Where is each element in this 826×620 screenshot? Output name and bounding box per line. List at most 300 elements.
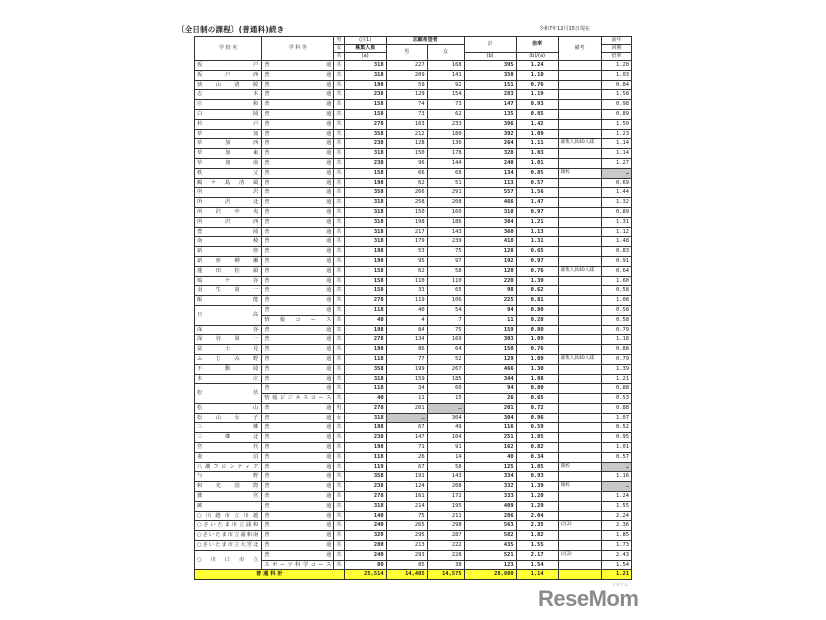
school-name: 新座柳瀬 bbox=[195, 256, 262, 266]
female-applicants: 64 bbox=[427, 345, 464, 355]
prev-ratio: 1.32 bbox=[602, 198, 632, 208]
ratio: 1.47 bbox=[516, 198, 558, 208]
prev-row bbox=[602, 315, 632, 325]
male-applicants: 293 bbox=[386, 550, 427, 560]
remarks: 開校 bbox=[558, 462, 601, 472]
table-row bbox=[195, 139, 602, 149]
male-applicants: 124 bbox=[386, 482, 427, 492]
prev-row bbox=[602, 129, 632, 139]
prev-ratio: … bbox=[602, 482, 632, 492]
female-applicants: 91 bbox=[427, 443, 464, 453]
quota: 198 bbox=[344, 325, 386, 335]
table-row bbox=[195, 423, 602, 433]
prev-ratio: 1.20 bbox=[602, 61, 632, 71]
school-name: 所沢 bbox=[195, 188, 262, 198]
prev-row bbox=[602, 198, 632, 208]
ratio: 1.39 bbox=[516, 276, 558, 286]
quota: 278 bbox=[344, 296, 386, 306]
total-total: 28,980 bbox=[464, 570, 516, 580]
prev-row bbox=[602, 423, 632, 433]
male-applicants: 161 bbox=[386, 492, 427, 502]
school-name: ○さいたま市立大宮北 bbox=[195, 541, 262, 551]
total-applicants: 116 bbox=[464, 423, 516, 433]
ratio: 1.20 bbox=[516, 492, 558, 502]
school-name: 坂戸 bbox=[195, 61, 262, 71]
quota: 278 bbox=[344, 335, 386, 345]
remarks bbox=[558, 384, 601, 394]
female-applicants: 62 bbox=[427, 109, 464, 119]
total-applicants: 557 bbox=[464, 188, 516, 198]
ratio: 0.65 bbox=[516, 394, 558, 404]
prev-ratio: 0.69 bbox=[602, 178, 632, 188]
male-applicants: 265 bbox=[386, 521, 427, 531]
total-applicants: 201 bbox=[464, 403, 516, 413]
male-applicants: 96 bbox=[386, 158, 427, 168]
female-applicants: 211 bbox=[427, 511, 464, 521]
male-applicants: 62 bbox=[386, 266, 427, 276]
remarks bbox=[558, 541, 601, 551]
ratio: 0.62 bbox=[516, 286, 558, 296]
school-name: 飯能 bbox=[195, 296, 262, 306]
remarks bbox=[558, 452, 601, 462]
prev-ratio: 2.24 bbox=[602, 511, 632, 521]
table-row bbox=[195, 305, 602, 315]
table-row bbox=[195, 227, 602, 237]
gender: 共 bbox=[334, 119, 344, 129]
department: 普通 bbox=[262, 482, 334, 492]
quota: 318 bbox=[344, 207, 386, 217]
prev-ratio: 1.73 bbox=[602, 541, 632, 551]
remarks bbox=[558, 61, 601, 71]
prev-row bbox=[602, 492, 632, 502]
male-applicants: 11 bbox=[386, 394, 427, 404]
remarks bbox=[558, 119, 601, 129]
department: 普通 bbox=[262, 443, 334, 453]
total-applicants: 392 bbox=[464, 129, 516, 139]
prev-ratio: 1.50 bbox=[602, 119, 632, 129]
female-applicants: 52 bbox=[427, 354, 464, 364]
department: 普通 bbox=[262, 521, 334, 531]
department: 普通 bbox=[262, 247, 334, 257]
gender: 共 bbox=[334, 501, 344, 511]
remarks bbox=[558, 237, 601, 247]
gender: 共 bbox=[334, 541, 344, 551]
prev-ratio: 1.21 bbox=[602, 374, 632, 384]
ratio: 1.29 bbox=[516, 501, 558, 511]
ratio: 0.97 bbox=[516, 256, 558, 266]
prev-row bbox=[602, 227, 632, 237]
female-applicants: 58 bbox=[427, 266, 464, 276]
male-applicants: 217 bbox=[386, 227, 427, 237]
table-header bbox=[195, 37, 602, 61]
ratio: 1.05 bbox=[516, 462, 558, 472]
department: 普通 bbox=[262, 188, 334, 198]
department: 普通 bbox=[262, 227, 334, 237]
school-name: 草加西 bbox=[195, 139, 262, 149]
remarks bbox=[558, 560, 601, 570]
table-row bbox=[195, 472, 602, 482]
table-body bbox=[195, 61, 602, 580]
female-applicants: 180 bbox=[427, 129, 464, 139]
quota: 158 bbox=[344, 100, 386, 110]
prev-row bbox=[602, 354, 632, 364]
quota: 358 bbox=[344, 472, 386, 482]
male-applicants: 74 bbox=[386, 100, 427, 110]
col-quota-note: (注1) bbox=[344, 37, 386, 45]
ratio: 0.28 bbox=[516, 315, 558, 325]
ratio: 1.19 bbox=[516, 90, 558, 100]
department: 普通 bbox=[262, 217, 334, 227]
table-row bbox=[195, 296, 602, 306]
department: 普通 bbox=[262, 149, 334, 159]
prev-ratio: 0.88 bbox=[602, 384, 632, 394]
page-title: 〔全日制の課程〕(普通科)続き bbox=[177, 25, 285, 34]
school-name: 新座 bbox=[195, 247, 262, 257]
female-applicants: 186 bbox=[427, 217, 464, 227]
total-applicants: 251 bbox=[464, 433, 516, 443]
remarks bbox=[558, 325, 601, 335]
department: 普通 bbox=[262, 70, 334, 80]
ratio: 0.80 bbox=[516, 384, 558, 394]
prev-row bbox=[602, 80, 632, 90]
male-applicants: 128 bbox=[386, 139, 427, 149]
ratio: 0.80 bbox=[516, 325, 558, 335]
remarks bbox=[558, 198, 601, 208]
ratio: 0.81 bbox=[516, 296, 558, 306]
male-applicants: 59 bbox=[386, 80, 427, 90]
male-applicants: 201 bbox=[386, 403, 427, 413]
prev-row bbox=[602, 266, 632, 276]
gender: 共 bbox=[334, 276, 344, 286]
table-row bbox=[195, 501, 602, 511]
ratio: 0.59 bbox=[516, 423, 558, 433]
prev-ratio: 0.98 bbox=[602, 100, 632, 110]
ratio: 1.09 bbox=[516, 354, 558, 364]
total-applicants: 563 bbox=[464, 521, 516, 531]
female-applicants: 58 bbox=[427, 462, 464, 472]
female-applicants: 49 bbox=[427, 423, 464, 433]
ratio: 1.03 bbox=[516, 149, 558, 159]
prev-row bbox=[602, 247, 632, 257]
quota: 238 bbox=[344, 482, 386, 492]
male-applicants: 191 bbox=[386, 472, 427, 482]
col-gender-1: 男 bbox=[334, 37, 344, 45]
table-row bbox=[195, 198, 602, 208]
prev-ratio: 1.24 bbox=[602, 492, 632, 502]
gender: 共 bbox=[334, 296, 344, 306]
table-row bbox=[195, 413, 602, 423]
total-ratio: 1.14 bbox=[516, 570, 558, 580]
male-applicants: 258 bbox=[386, 198, 427, 208]
female-applicants: 154 bbox=[427, 90, 464, 100]
table-row bbox=[195, 374, 602, 384]
prev-row bbox=[602, 70, 632, 80]
col-ratio-sub: (b)/(a) bbox=[516, 53, 558, 61]
prev-row bbox=[602, 394, 632, 404]
prev-ratio: 1.55 bbox=[602, 501, 632, 511]
department: 普通 bbox=[262, 90, 334, 100]
table-row bbox=[195, 462, 602, 472]
school-name: 草加南 bbox=[195, 158, 262, 168]
prev-row bbox=[602, 384, 632, 394]
table-row bbox=[195, 119, 602, 129]
remarks bbox=[558, 315, 601, 325]
table-row bbox=[195, 354, 602, 364]
prev-ratio: 0.89 bbox=[602, 109, 632, 119]
prev-ratio: 1.23 bbox=[602, 129, 632, 139]
table-row bbox=[195, 266, 602, 276]
total-applicants: 310 bbox=[464, 207, 516, 217]
female-applicants: 298 bbox=[427, 521, 464, 531]
department: 普通 bbox=[262, 403, 334, 413]
prev-year-body bbox=[602, 61, 632, 580]
quota: 198 bbox=[344, 178, 386, 188]
prev-ratio: 1.18 bbox=[602, 335, 632, 345]
female-applicants: 60 bbox=[427, 384, 464, 394]
ratio: 0.85 bbox=[516, 109, 558, 119]
prev-ratio: 2.43 bbox=[602, 550, 632, 560]
department: 普通 bbox=[262, 266, 334, 276]
col-male: 男 bbox=[386, 45, 427, 61]
remarks bbox=[558, 364, 601, 374]
school-name: 鳩ケ谷 bbox=[195, 276, 262, 286]
male-applicants: 227 bbox=[386, 61, 427, 71]
school-name: ○川越市立川越 bbox=[195, 511, 262, 521]
as-of-date: 令和7年12月15日現在 bbox=[539, 26, 590, 32]
gender: 共 bbox=[334, 139, 344, 149]
school-name: 妻沼 bbox=[195, 452, 262, 462]
male-applicants: 67 bbox=[386, 423, 427, 433]
school-name: 狭山清陵 bbox=[195, 80, 262, 90]
female-applicants: 54 bbox=[427, 305, 464, 315]
gender: 共 bbox=[334, 109, 344, 119]
male-applicants: 34 bbox=[386, 384, 427, 394]
department: 普通 bbox=[262, 462, 334, 472]
department: 普通 bbox=[262, 511, 334, 521]
gender: 共 bbox=[334, 305, 344, 315]
prev-row bbox=[602, 413, 632, 423]
remarks bbox=[558, 178, 601, 188]
quota: 158 bbox=[344, 109, 386, 119]
ratio: 2.04 bbox=[516, 511, 558, 521]
ratio: 1.54 bbox=[516, 560, 558, 570]
department: 普通 bbox=[262, 296, 334, 306]
school-name: 庄和 bbox=[195, 100, 262, 110]
male-applicants: 40 bbox=[386, 305, 427, 315]
total-applicants: 150 bbox=[464, 345, 516, 355]
school-name: 鷲宮 bbox=[195, 492, 262, 502]
prev-ratio: 1.16 bbox=[602, 472, 632, 482]
table-row bbox=[195, 70, 602, 80]
prev-ratio: 0.95 bbox=[602, 433, 632, 443]
prev-row bbox=[602, 139, 632, 149]
total-applicants: 264 bbox=[464, 139, 516, 149]
ratio: 0.34 bbox=[516, 452, 558, 462]
prev-ratio: 0.88 bbox=[602, 345, 632, 355]
quota: 80 bbox=[344, 560, 386, 570]
table-row bbox=[195, 178, 602, 188]
total-applicants: 334 bbox=[464, 472, 516, 482]
female-applicants: 73 bbox=[427, 100, 464, 110]
female-applicants: 141 bbox=[427, 70, 464, 80]
ratio: 0.80 bbox=[516, 305, 558, 315]
prev-row bbox=[602, 433, 632, 443]
prev-row bbox=[602, 256, 632, 266]
prev-ratio: 0.57 bbox=[602, 452, 632, 462]
male-applicants: 84 bbox=[386, 325, 427, 335]
prev-row bbox=[602, 550, 632, 560]
table-row bbox=[195, 217, 602, 227]
total-applicants: 11 bbox=[464, 315, 516, 325]
remarks bbox=[558, 433, 601, 443]
ratio: 1.21 bbox=[516, 217, 558, 227]
ratio: 1.31 bbox=[516, 237, 558, 247]
quota: 198 bbox=[344, 80, 386, 90]
prev-row bbox=[602, 178, 632, 188]
department: 普通 bbox=[262, 237, 334, 247]
prev-row bbox=[602, 286, 632, 296]
remarks: 募集人員40人減 bbox=[558, 354, 601, 364]
female-applicants: 7 bbox=[427, 315, 464, 325]
prev-row bbox=[602, 541, 632, 551]
remarks bbox=[558, 256, 601, 266]
remarks: 募集人員40人減 bbox=[558, 266, 601, 276]
ratio: 0.76 bbox=[516, 345, 558, 355]
male-applicants: 110 bbox=[386, 276, 427, 286]
total-applicants: 225 bbox=[464, 296, 516, 306]
female-applicants: 136 bbox=[427, 139, 464, 149]
female-applicants: 104 bbox=[427, 433, 464, 443]
prev-ratio: 1.58 bbox=[602, 90, 632, 100]
gender: 共 bbox=[334, 168, 344, 178]
male-applicants: 75 bbox=[386, 511, 427, 521]
male-applicants: 129 bbox=[386, 90, 427, 100]
department: 普通 bbox=[262, 256, 334, 266]
prev-row bbox=[602, 296, 632, 306]
remarks bbox=[558, 109, 601, 119]
school-name: 与野 bbox=[195, 472, 262, 482]
female-applicants: 172 bbox=[427, 492, 464, 502]
total-applicants: 328 bbox=[464, 149, 516, 159]
remarks: 開校 bbox=[558, 482, 601, 492]
female-applicants: 160 bbox=[427, 207, 464, 217]
quota: 358 bbox=[344, 188, 386, 198]
prev-year-table bbox=[601, 36, 632, 580]
quota: 318 bbox=[344, 501, 386, 511]
total-applicants: 113 bbox=[464, 178, 516, 188]
applicant-table bbox=[194, 36, 602, 580]
total-applicants: 466 bbox=[464, 198, 516, 208]
male-applicants: 66 bbox=[386, 168, 427, 178]
school-name: ふじみ野 bbox=[195, 354, 262, 364]
table-row bbox=[195, 237, 602, 247]
ratio: 1.09 bbox=[516, 129, 558, 139]
gender: 共 bbox=[334, 354, 344, 364]
department: 普通 bbox=[262, 80, 334, 90]
male-applicants: … bbox=[386, 413, 427, 423]
total-applicants: 26 bbox=[464, 394, 516, 404]
gender: 共 bbox=[334, 237, 344, 247]
gender: 共 bbox=[334, 345, 344, 355]
female-applicants: 267 bbox=[427, 364, 464, 374]
total-applicants: 159 bbox=[464, 325, 516, 335]
school-name: 羽生第一 bbox=[195, 286, 262, 296]
col-applicants-group: 志願希望者 bbox=[386, 37, 464, 45]
prev-total-row bbox=[602, 570, 632, 580]
quota: 318 bbox=[344, 70, 386, 80]
female-applicants: 304 bbox=[427, 413, 464, 423]
ratio: 0.76 bbox=[516, 266, 558, 276]
total-applicants: 162 bbox=[464, 443, 516, 453]
remarks bbox=[558, 276, 601, 286]
school-name: 南稜 bbox=[195, 237, 262, 247]
col-quota: 募集人員 bbox=[344, 45, 386, 53]
male-applicants: 53 bbox=[386, 247, 427, 257]
gender: 共 bbox=[334, 286, 344, 296]
prev-ratio: 1.54 bbox=[602, 560, 632, 570]
department: 普通 bbox=[262, 384, 334, 394]
prev-row bbox=[602, 560, 632, 570]
remarks bbox=[558, 188, 601, 198]
school-name: 松伏 bbox=[195, 384, 262, 404]
table-row bbox=[195, 256, 602, 266]
col-prev-1: 前年 bbox=[602, 37, 632, 45]
department: スポーツ科学コース bbox=[262, 560, 334, 570]
col-gender-3: 共 bbox=[334, 53, 344, 61]
female-applicants: 51 bbox=[427, 178, 464, 188]
table-row bbox=[195, 403, 602, 413]
quota: 238 bbox=[344, 433, 386, 443]
male-applicants: 295 bbox=[386, 531, 427, 541]
prev-ratio: 1.27 bbox=[602, 158, 632, 168]
gender: 共 bbox=[334, 521, 344, 531]
quota: 320 bbox=[344, 531, 386, 541]
department: 普通 bbox=[262, 198, 334, 208]
school-name: 秩父 bbox=[195, 168, 262, 178]
quota: 118 bbox=[344, 305, 386, 315]
total-applicants: 396 bbox=[464, 119, 516, 129]
gender: 共 bbox=[334, 100, 344, 110]
gender: 共 bbox=[334, 560, 344, 570]
remarks bbox=[558, 413, 601, 423]
department: 普通 bbox=[262, 207, 334, 217]
prev-row bbox=[602, 100, 632, 110]
school-name: 豊岡 bbox=[195, 227, 262, 237]
total-applicants: 283 bbox=[464, 90, 516, 100]
table-row bbox=[195, 286, 602, 296]
prev-ratio: 1.08 bbox=[602, 296, 632, 306]
table-row bbox=[195, 276, 602, 286]
quota: 198 bbox=[344, 247, 386, 257]
gender: 共 bbox=[334, 394, 344, 404]
total-applicants: 332 bbox=[464, 482, 516, 492]
prev-row bbox=[602, 109, 632, 119]
school-name: 深谷第一 bbox=[195, 335, 262, 345]
prev-ratio: 1.01 bbox=[602, 443, 632, 453]
remarks bbox=[558, 305, 601, 315]
quota: 198 bbox=[344, 423, 386, 433]
prev-ratio: 0.79 bbox=[602, 325, 632, 335]
female-applicants: 15 bbox=[427, 394, 464, 404]
total-applicants: 333 bbox=[464, 492, 516, 502]
prev-row bbox=[602, 511, 632, 521]
remarks bbox=[558, 394, 601, 404]
col-prev-3: 倍率 bbox=[602, 53, 632, 61]
female-applicants: 97 bbox=[427, 256, 464, 266]
prev-ratio: 1.85 bbox=[602, 531, 632, 541]
prev-ratio: 0.83 bbox=[602, 247, 632, 257]
remarks bbox=[558, 158, 601, 168]
